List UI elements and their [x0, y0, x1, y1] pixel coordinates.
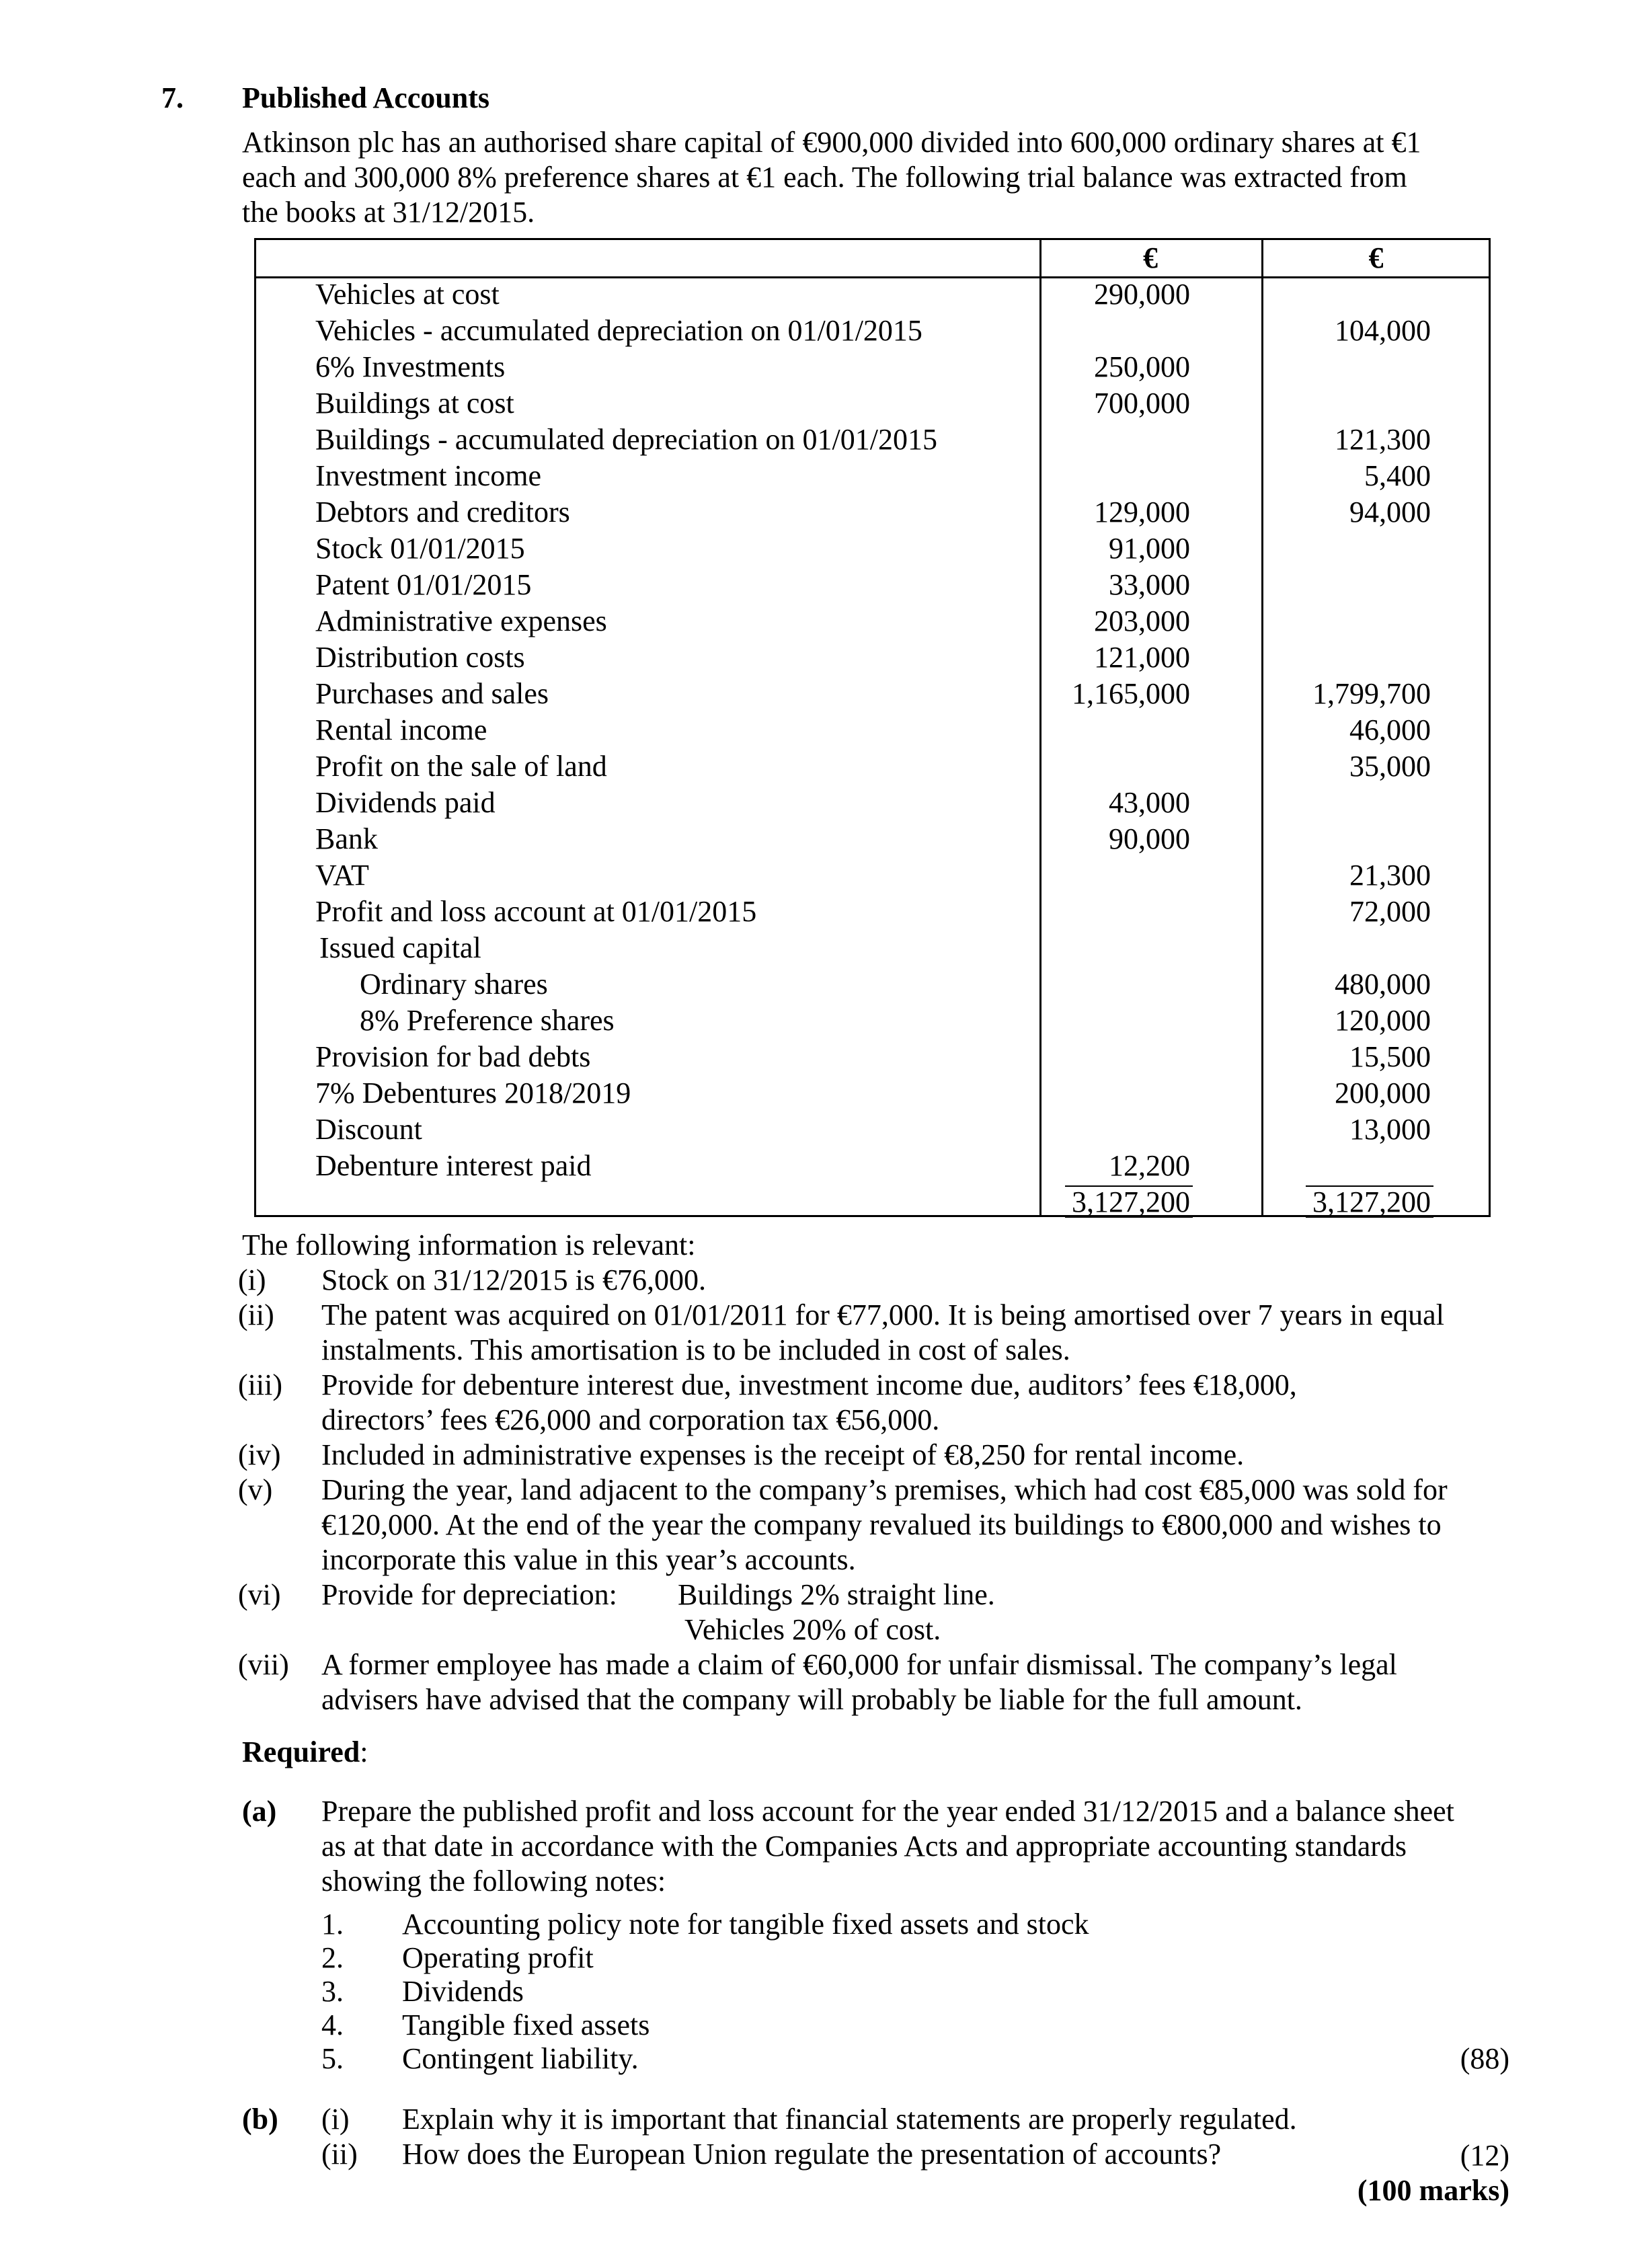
note-number: 4.: [321, 2008, 344, 2041]
question-title: Published Accounts: [242, 81, 489, 114]
info-item-text: During the year, land adjacent to the company’s premises, which had cost €85,000 was sold for: [321, 1473, 1448, 1506]
info-lead: The following information is relevant:: [242, 1228, 696, 1261]
row-debit: 91,000: [1109, 532, 1190, 565]
info-item-text: Provide for depreciation:: [321, 1578, 617, 1611]
row-debit: 43,000: [1109, 786, 1190, 819]
part-b-marks: (12): [1460, 2139, 1509, 2172]
info-item-text: The patent was acquired on 01/01/2011 for €77,000. It is being amortised over 7 years in equal: [321, 1298, 1444, 1331]
row-label: Debenture interest paid: [315, 1149, 592, 1182]
row-label: Stock 01/01/2015: [315, 532, 525, 565]
info-item-text: Included in administrative expenses is the receipt of €8,250 for rental income.: [321, 1438, 1245, 1471]
row-label: Patent 01/01/2015: [315, 568, 532, 601]
note-text: Contingent liability.: [402, 2042, 639, 2075]
row-label: Debtors and creditors: [315, 496, 570, 529]
debit-total-rule: [1065, 1216, 1193, 1218]
row-credit: 94,000: [1349, 496, 1431, 529]
row-label: Purchases and sales: [315, 677, 549, 710]
row-credit: 72,000: [1349, 895, 1431, 928]
row-debit: 121,000: [1094, 641, 1190, 674]
info-item-text: directors’ fees €26,000 and corporation tax €56,000.: [321, 1403, 940, 1436]
info-item-text: A former employee has made a claim of €60,000 for unfair dismissal. The company’s legal: [321, 1648, 1397, 1681]
debit-subtotal-rule: [1065, 1185, 1193, 1187]
row-credit: 15,500: [1349, 1040, 1431, 1073]
table-row: [256, 1003, 1489, 1039]
part-a-line-1: Prepare the published profit and loss account for the year ended 31/12/2015 and a balance sheet: [321, 1795, 1454, 1828]
row-label: Provision for bad debts: [315, 1040, 591, 1073]
note-number: 1.: [321, 1908, 344, 1941]
table-row: [256, 313, 1489, 349]
info-item-extra: Buildings 2% straight line.: [678, 1578, 995, 1611]
row-label: Ordinary shares: [360, 968, 548, 1001]
credit-header: €: [1368, 241, 1384, 274]
row-credit: 21,300: [1349, 859, 1431, 892]
table-row: [256, 1075, 1489, 1111]
row-credit: 1,799,700: [1312, 677, 1431, 710]
credit-subtotal-rule: [1306, 1185, 1433, 1187]
row-credit: 121,300: [1335, 423, 1431, 456]
table-row: [256, 966, 1489, 1003]
totals-row: [256, 1184, 1489, 1220]
table-row: [256, 276, 1489, 313]
info-item-extra: Vehicles 20% of cost.: [684, 1613, 941, 1646]
note-text: Accounting policy note for tangible fixed assets and stock: [402, 1908, 1089, 1941]
row-credit: 5,400: [1364, 459, 1431, 492]
info-item-number: (vi): [238, 1578, 281, 1611]
row-label: Profit on the sale of land: [315, 750, 607, 783]
table-row: [256, 458, 1489, 494]
row-credit: 13,000: [1349, 1113, 1431, 1146]
info-item-number: (iii): [238, 1368, 282, 1401]
row-label: Administrative expenses: [315, 604, 607, 637]
table-row: [256, 748, 1489, 785]
table-row: [256, 857, 1489, 894]
row-debit: 90,000: [1109, 822, 1190, 855]
table-row: [256, 531, 1489, 567]
info-item-number: (vii): [238, 1648, 289, 1681]
row-label: 7% Debentures 2018/2019: [315, 1077, 631, 1109]
row-credit: 104,000: [1335, 314, 1431, 347]
row-credit: 200,000: [1335, 1077, 1431, 1109]
info-item-text: advisers have advised that the company will probably be liable for the full amount.: [321, 1683, 1302, 1716]
question-number: 7.: [161, 81, 184, 114]
info-item-text: instalments. This amortisation is to be included in cost of sales.: [321, 1333, 1070, 1366]
part-b-item-2-text: How does the European Union regulate the presentation of accounts?: [402, 2138, 1222, 2171]
note-text: Operating profit: [402, 1941, 594, 1974]
row-debit: 1,165,000: [1072, 677, 1190, 710]
part-a-marks: (88): [1460, 2042, 1509, 2075]
total-debit: 3,127,200: [1072, 1185, 1190, 1218]
part-a-label: (a): [242, 1795, 277, 1828]
table-row: [256, 712, 1489, 748]
total-credit: 3,127,200: [1312, 1185, 1431, 1218]
row-debit: 203,000: [1094, 604, 1190, 637]
info-item-text: Provide for debenture interest due, investment income due, auditors’ fees €18,000,: [321, 1368, 1297, 1401]
row-label: VAT: [315, 859, 369, 892]
part-b-item-1-text: Explain why it is important that financial statements are properly regulated.: [402, 2103, 1297, 2136]
required-heading: [242, 1735, 368, 1770]
row-label: Dividends paid: [315, 786, 496, 819]
part-a-line-2: as at that date in accordance with the Companies Acts and appropriate accounting standards: [321, 1830, 1407, 1863]
table-row: [256, 894, 1489, 930]
row-label: Distribution costs: [315, 641, 525, 674]
row-label: Vehicles at cost: [315, 278, 500, 311]
table-row: [256, 785, 1489, 821]
row-debit: 290,000: [1094, 278, 1190, 311]
row-label: Discount: [315, 1113, 422, 1146]
row-credit: 120,000: [1335, 1004, 1431, 1037]
table-row: [256, 639, 1489, 676]
table-row: [256, 385, 1489, 422]
table-row: [256, 676, 1489, 712]
part-b-label: (b): [242, 2103, 278, 2136]
row-label: Issued capital: [319, 931, 481, 964]
info-item-number: (i): [238, 1263, 266, 1296]
row-credit: 35,000: [1349, 750, 1431, 783]
row-label: Rental income: [315, 713, 487, 746]
table-row: [256, 494, 1489, 531]
note-number: 3.: [321, 1975, 344, 2008]
intro-line-1: Atkinson plc has an authorised share capital of €900,000 divided into 600,000 ordinary shares at €1: [242, 126, 1421, 159]
total-marks: (100 marks): [1357, 2174, 1509, 2207]
info-item-text: Stock on 31/12/2015 is €76,000.: [321, 1263, 707, 1296]
table-row: [256, 1148, 1489, 1184]
row-debit: 700,000: [1094, 387, 1190, 420]
row-label: Vehicles - accumulated depreciation on 01/01/2015: [315, 314, 922, 347]
row-label: Buildings - accumulated depreciation on 01/01/2015: [315, 423, 938, 456]
table-row: [256, 821, 1489, 857]
note-number: 2.: [321, 1941, 344, 1974]
row-debit: 129,000: [1094, 496, 1190, 529]
intro-line-3: the books at 31/12/2015.: [242, 196, 535, 229]
note-text: Tangible fixed assets: [402, 2008, 650, 2041]
row-label: Buildings at cost: [315, 387, 514, 420]
part-b-item-1-num: (i): [321, 2103, 350, 2136]
info-item-number: (v): [238, 1473, 273, 1506]
table-row: [256, 930, 1489, 966]
row-label: 8% Preference shares: [360, 1004, 615, 1037]
row-credit: 480,000: [1335, 968, 1431, 1001]
info-item-text: incorporate this value in this year’s accounts.: [321, 1543, 856, 1576]
table-row: [256, 349, 1489, 385]
row-credit: 46,000: [1349, 713, 1431, 746]
trial-balance-table: [254, 238, 1491, 1217]
row-debit: 12,200: [1109, 1149, 1190, 1182]
required-heading-colon: :: [360, 1735, 368, 1768]
info-item-number: (iv): [238, 1438, 281, 1471]
part-b-item-2-num: (ii): [321, 2138, 358, 2171]
row-label: Profit and loss account at 01/01/2015: [315, 895, 757, 928]
intro-line-2: each and 300,000 8% preference shares at €1 each. The following trial balance was extracted from: [242, 161, 1407, 194]
table-row: [256, 603, 1489, 639]
info-item-text: €120,000. At the end of the year the company revalued its buildings to €800,000 and wishes to: [321, 1508, 1442, 1541]
required-heading-text: Required: [242, 1735, 360, 1768]
row-debit: 33,000: [1109, 568, 1190, 601]
row-label: Bank: [315, 822, 378, 855]
note-number: 5.: [321, 2042, 344, 2075]
debit-header: €: [1143, 241, 1158, 274]
table-row: [256, 1111, 1489, 1148]
table-row: [256, 422, 1489, 458]
row-label: 6% Investments: [315, 350, 506, 383]
credit-total-rule: [1306, 1216, 1433, 1218]
table-row: [256, 567, 1489, 603]
info-item-number: (ii): [238, 1298, 274, 1331]
row-label: Investment income: [315, 459, 542, 492]
table-row: [256, 1039, 1489, 1075]
part-a-line-3: showing the following notes:: [321, 1865, 666, 1898]
row-debit: 250,000: [1094, 350, 1190, 383]
note-text: Dividends: [402, 1975, 524, 2008]
